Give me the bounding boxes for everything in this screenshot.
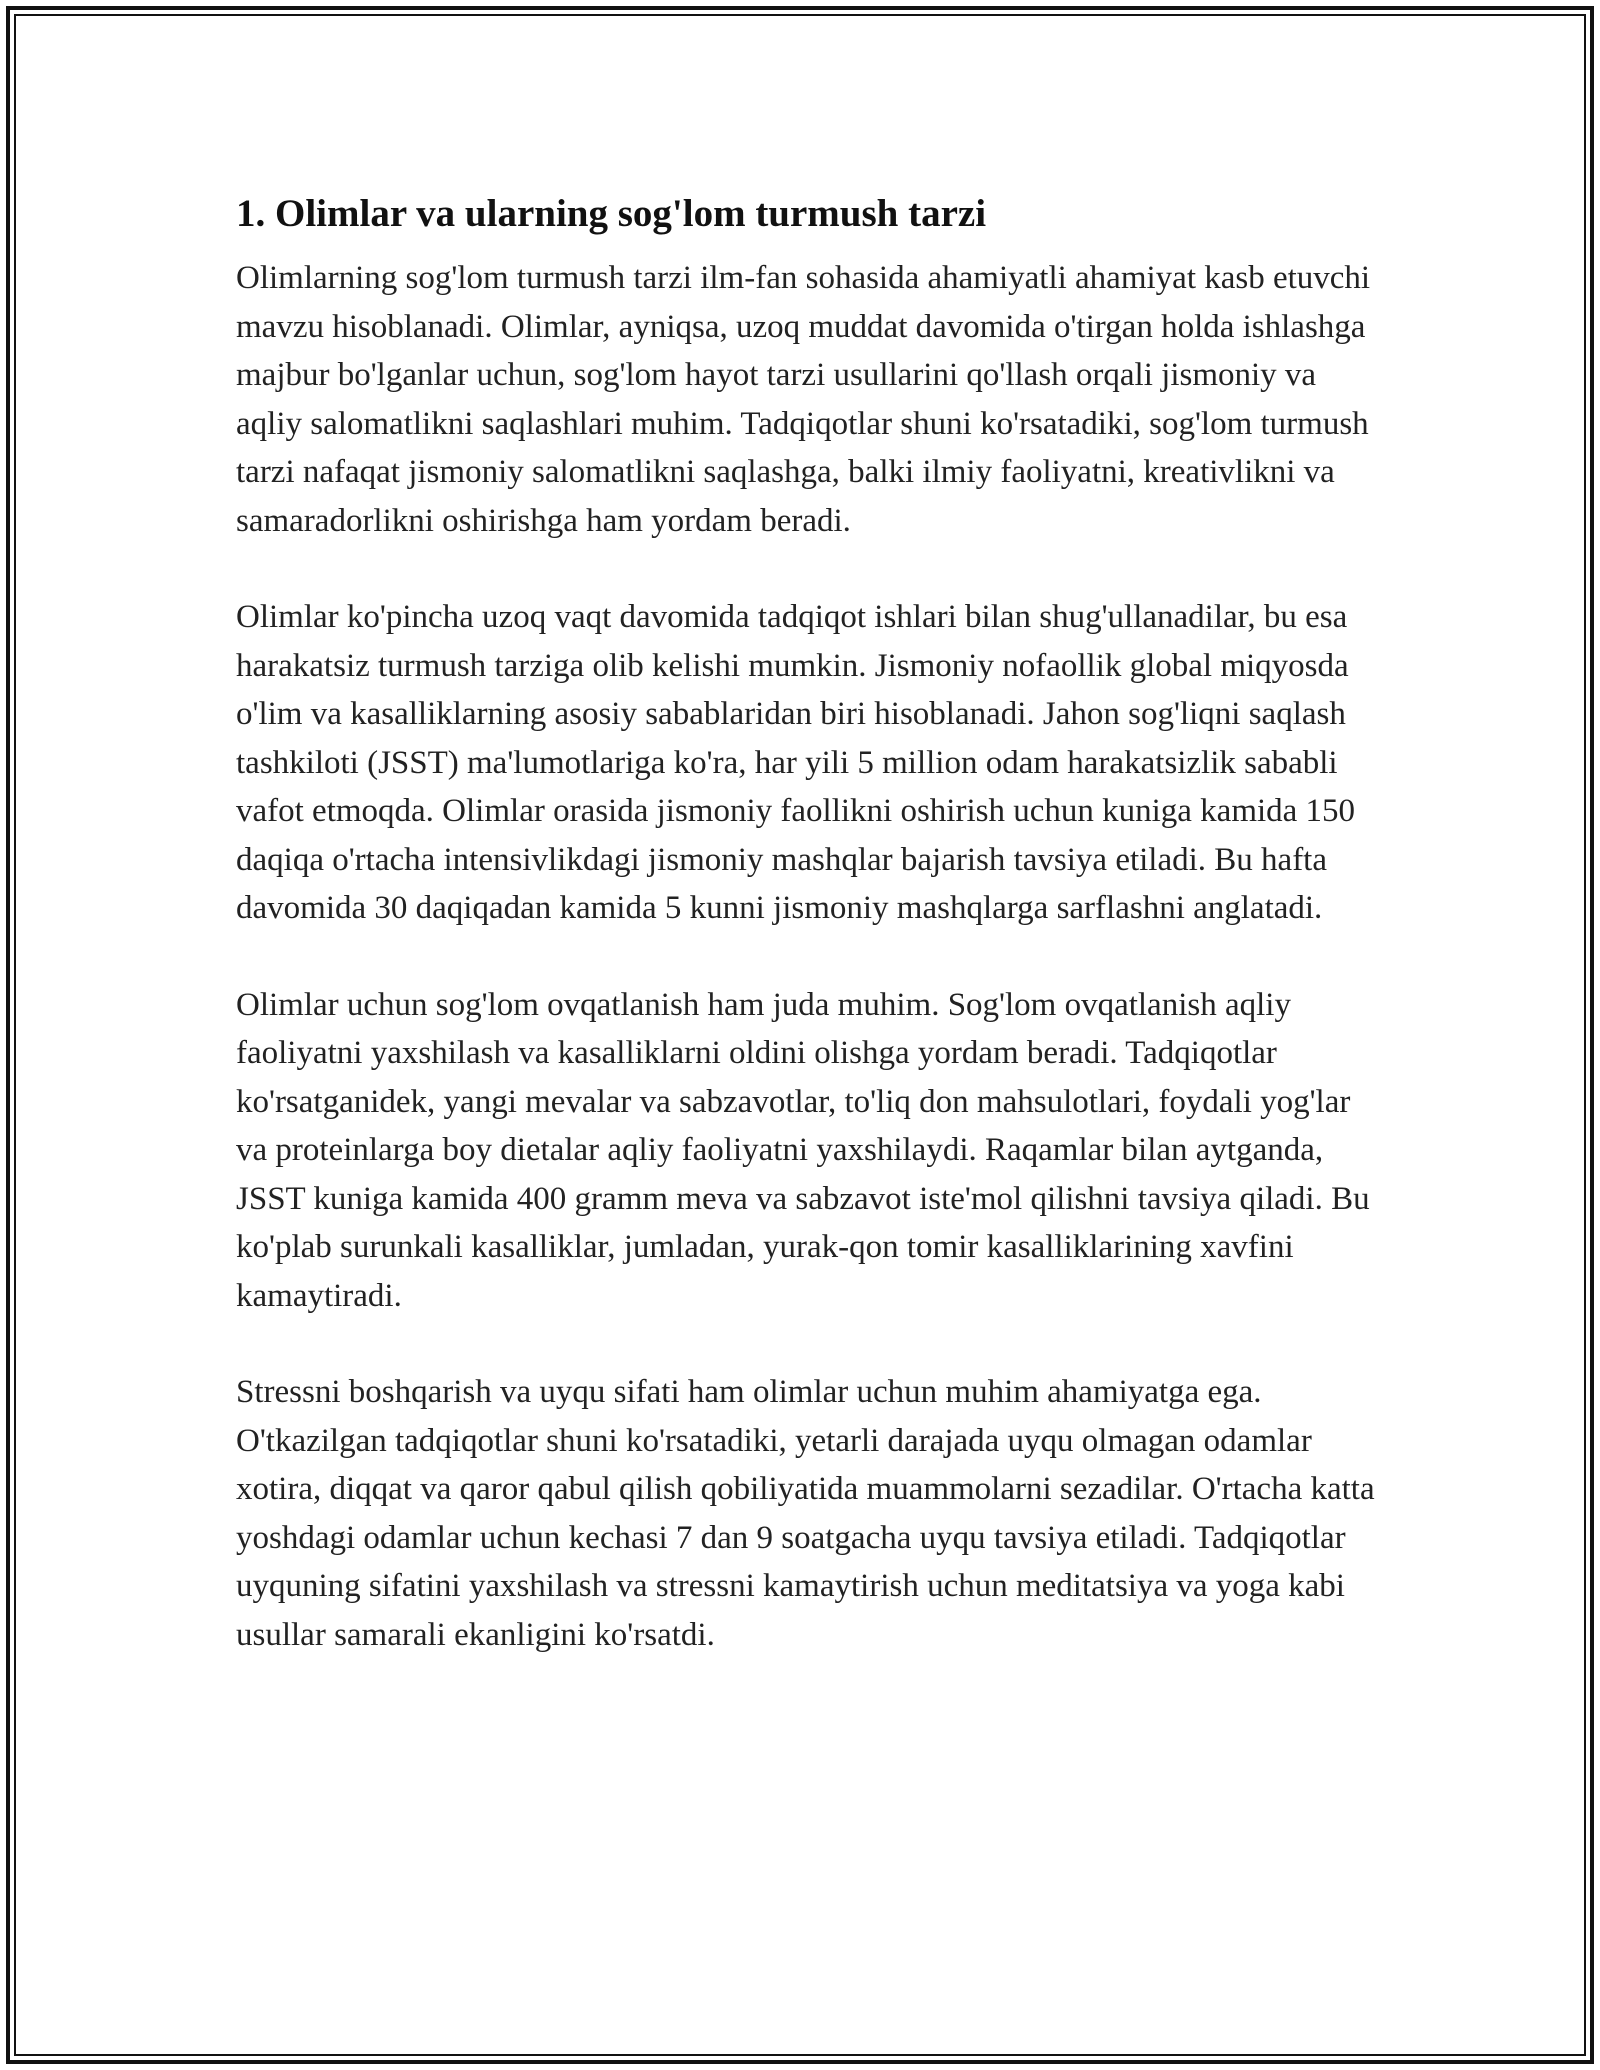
document-body: [236, 186, 1376, 1659]
paragraph-sleep-stress: Stressni boshqarish va uyqu sifati ham olimlar uchun muhim ahamiyatga ega. O'tkazilgan tadqiqotlar shuni ko'rsatadiki, yetarli darajada uyqu olmagan odamlar xotira, diqqat va qaror qabul qilish qobiliyatida muammolarni sezadilar. O'rtacha katta yoshdagi odamlar uchun kechasi 7 dan 9 soatgacha uyqu tavsiya etiladi. Tadqiqotlar uyquning sifatini yaxshilash va stressni kamaytirish uchun meditatsiya va yoga kabi usullar samarali ekanligini ko'rsatdi.: [236, 1374, 1375, 1653]
paragraph-intro: Olimlarning sog'lom turmush tarzi ilm-fan sohasida ahamiyatli ahamiyat kasb etuvchi mavzu hisoblanadi. Olimlar, ayniqsa, uzoq muddat davomida o'tirgan holda ishlashga majbur bo'lganlar uchun, sog'lom hayot tarzi usullarini qo'llash orqali jismoniy va aqliy salomatlikni saqlashlari muhim. Tadqiqotlar shuni ko'rsatadiki, sog'lom turmush tarzi nafaqat jismoniy salomatlikni saqlashga, balki ilmiy faoliyatni, kreativlikni va samaradorlikni oshirishga ham yordam beradi.: [236, 260, 1371, 539]
paragraph-physical-activity: Olimlar ko'pincha uzoq vaqt davomida tadqiqot ishlari bilan shug'ullanadilar, bu esa harakatsiz turmush tarziga olib kelishi mumkin. Jismoniy nofaollik global miqyosda o'lim va kasalliklarning asosiy sabablaridan biri hisoblanadi. Jahon sog'liqni saqlash tashkiloti (JSST) ma'lumotlariga ko'ra, har yili 5 million odam harakatsizlik sababli vafot etmoqda. Olimlar orasida jismoniy faollikni oshirish uchun kuniga kamida 150 daqiqa o'rtacha intensivlikdagi jismoniy mashqlar bajarish tavsiya etiladi. Bu hafta davomida 30 daqiqadan kamida 5 kunni jismoniy mashqlarga sarflashni anglatadi.: [236, 599, 1356, 926]
section-heading: 1. Olimlar va ularning sog'lom turmush tarzi: [236, 192, 987, 235]
paragraph-nutrition: Olimlar uchun sog'lom ovqatlanish ham juda muhim. Sog'lom ovqatlanish aqliy faoliyatni yaxshilash va kasalliklarni oldini olishga yordam beradi. Tadqiqotlar ko'rsatganidek, yangi mevalar va sabzavotlar, to'liq don mahsulotlari, foydali yog'lar va proteinlarga boy dietalar aqliy faoliyatni yaxshilaydi. Raqamlar bilan aytganda, JSST kuniga kamida 400 gramm meva va sabzavot iste'mol qilishni tavsiya qiladi. Bu ko'plab surunkali kasalliklar, jumladan, yurak-qon tomir kasalliklarining xavfini kamaytiradi.: [236, 986, 1370, 1314]
